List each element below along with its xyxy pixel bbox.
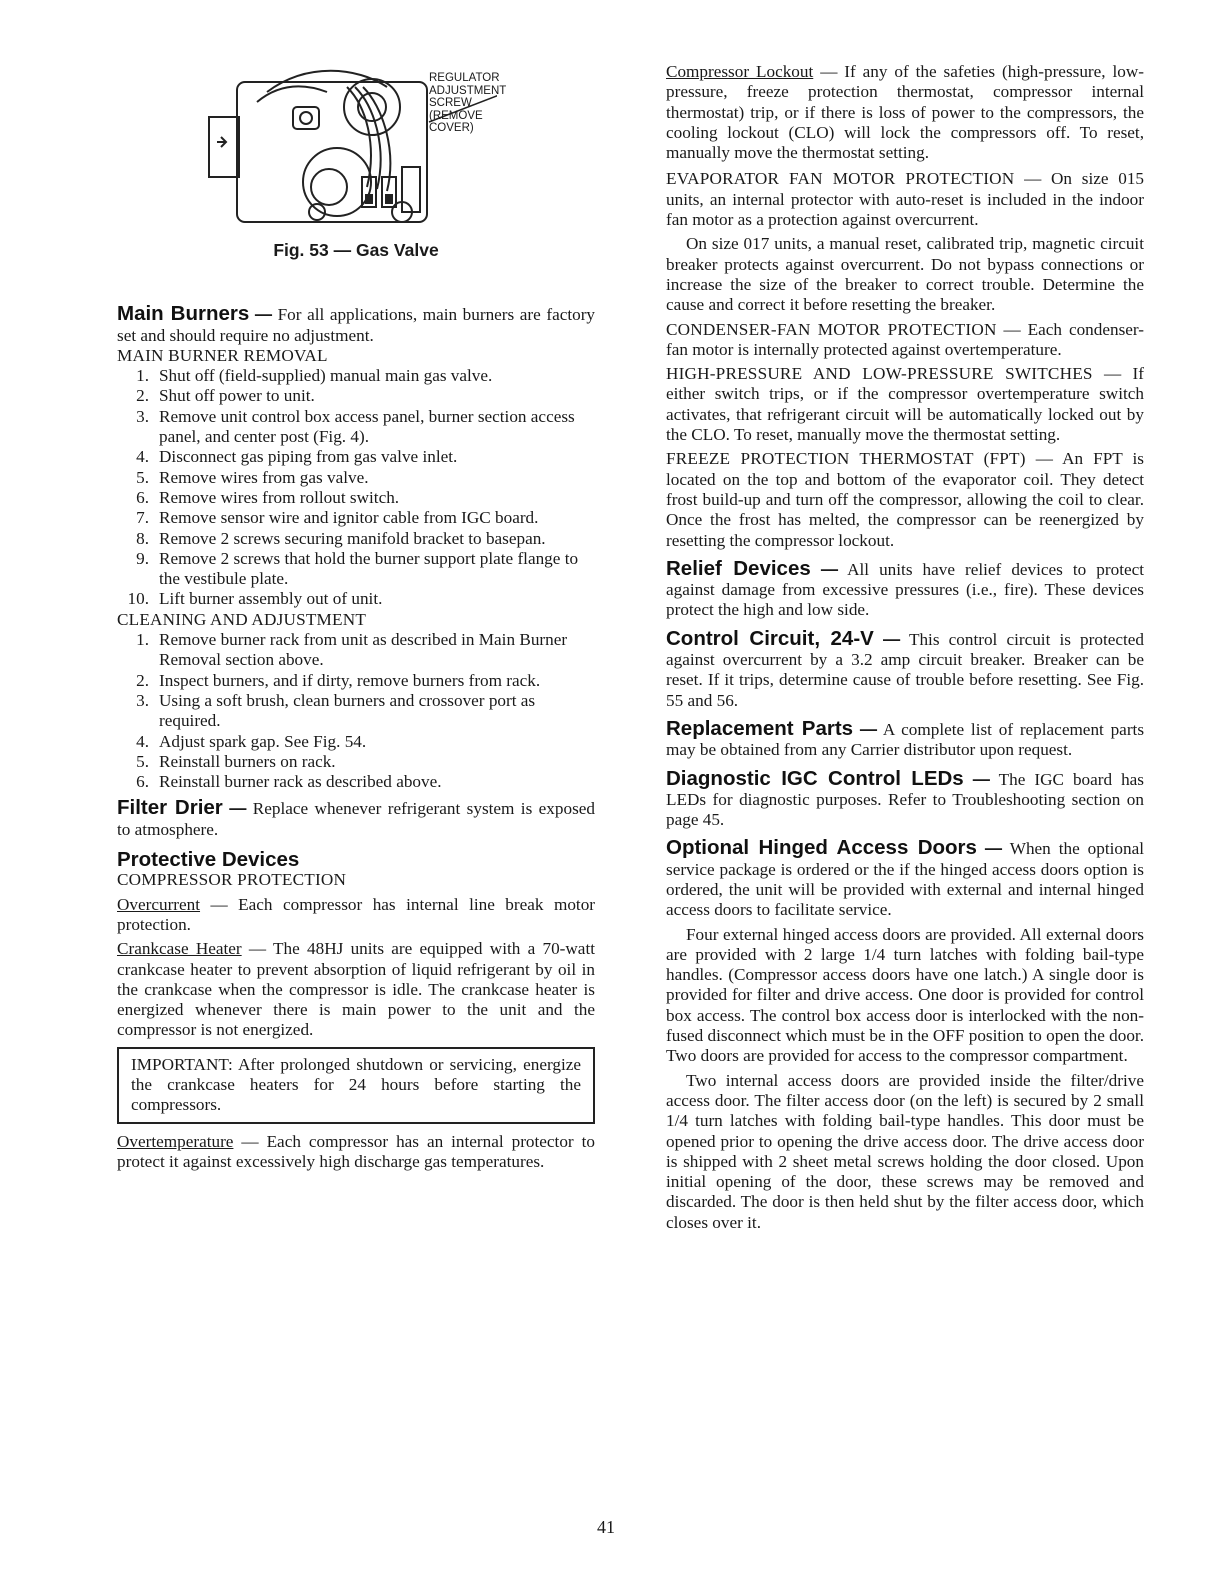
control-circuit-heading: Control Circuit, 24-V <box>666 626 874 650</box>
callout-line: REGULATOR <box>429 72 500 84</box>
replacement-parts-paragraph: Replacement Parts — A complete list of replacement parts may be obtained from any Carrier distributor upon request. <box>666 716 1145 760</box>
list-item: 1. Remove burner rack from unit as described in Main Burner Removal section above. <box>136 630 568 670</box>
list-item: 4. Adjust spark gap. See Fig. 54. <box>136 731 367 751</box>
list-item: 5. Reinstall burners on rack. <box>136 751 336 771</box>
list-item: 4. Disconnect gas piping from gas valve inlet. <box>136 447 458 467</box>
important-notice-box: IMPORTANT: After prolonged shutdown or servicing, energize the crankcase heaters for 24 hours before starting the compressors. <box>117 1047 595 1124</box>
list-item: 5. Remove wires from gas valve. <box>136 467 369 487</box>
main-burner-removal-title: MAIN BURNER REMOVAL <box>117 345 328 365</box>
evaporator-fan-paragraph: EVAPORATOR FAN MOTOR PROTECTION — On size 015 units, an internal protector with auto-reset is included in the indoor fan motor as a protection against overcurrent. <box>666 169 1145 230</box>
diagnostic-leds-heading: Diagnostic IGC Control LEDs <box>666 766 964 790</box>
left-column <box>117 62 595 1172</box>
callout-line: ADJUSTMENT <box>429 84 507 97</box>
list-item: 2. Inspect burners, and if dirty, remove burners from rack. <box>136 670 541 690</box>
main-burners-heading: Main Burners <box>117 302 250 326</box>
list-item: 1. Shut off (field-supplied) manual main gas valve. <box>136 366 493 386</box>
regulator-callout <box>429 72 506 135</box>
figure-caption: Fig. 53 — Gas Valve <box>273 240 439 260</box>
list-item: 9. Remove 2 screws that hold the burner support plate flange to the vestibule plate. <box>136 548 579 589</box>
control-circuit-paragraph: Control Circuit, 24-V — This control circuit is protected against overcurrent by a 3.2 amp circuit breaker. Breaker can be reset. If it trips, determine cause of trouble before resetting. See Fig. 55 and 56. <box>666 626 1144 710</box>
right-column <box>666 62 1144 1233</box>
replacement-parts-heading: Replacement Parts <box>666 716 854 740</box>
diagnostic-leds-paragraph: Diagnostic IGC Control LEDs — The IGC board has LEDs for diagnostic purposes. Refer to Troubleshooting section on page 45. <box>666 766 1144 830</box>
callout-line: (REMOVE <box>429 109 483 122</box>
fraction: 1/4 <box>863 944 886 964</box>
callout-line: COVER) <box>429 122 474 135</box>
pressure-switches-paragraph: HIGH-PRESSURE AND LOW-PRESSURE SWITCHES — If either switch trips, or if the compressor overtemperature switch activates, that refrigerant circuit will be automatically locked out by the CLO. To reset, manually move the thermostat setting. <box>666 364 1144 445</box>
hinged-doors-heading: Optional Hinged Access Doors <box>666 836 977 860</box>
internal-doors-paragraph: Two internal access doors are provided inside the filter/drive access door. The filter access door (on the left) is secured by 2 small 1/4 turn latches with folding bail-type handles. This door must be opened prior to opening the drive access door. The drive access door is shipped with 2 sheet metal screws holding the door closed. Upon initial opening of the door, these screws may be removed and discarded. The door is then held shut by the filter access door, which closes over it. <box>666 1070 1145 1232</box>
list-item: 6. Reinstall burner rack as described above. <box>136 772 442 792</box>
list-item: 6. Remove wires from rollout switch. <box>136 487 400 507</box>
list-item: 10. Lift burner assembly out of unit. <box>127 589 383 609</box>
main-burners-text: For all applications, main burners are factory set and should require no adjustment. <box>117 305 596 345</box>
crankcase-paragraph: Crankcase Heater — The 48HJ units are equipped with a 70-watt crankcase heater to prevent absorption of liquid refrigerant by oil in the crankcase when the compressor is idle. The crankcase heater is energized whenever there is main power to the unit and the compressor is not energized. <box>117 939 595 1040</box>
overtemperature-paragraph: Overtemperature — Each compressor has an internal protector to protect it against excessively high discharge gas temperatures. <box>117 1131 595 1171</box>
compressor-protection-title: COMPRESSOR PROTECTION <box>117 870 347 890</box>
evaporator-fan-paragraph-2: On size 017 units, a manual reset, calibrated trip, magnetic circuit breaker protects against overcurrent. Do not bypass connections or increase the size of the breaker to correct trouble. Determine the cause and correct it before resetting the breaker. <box>666 234 1144 315</box>
list-item: 2. Shut off power to unit. <box>136 386 315 406</box>
list-item: 7. Remove sensor wire and ignitor cable from IGC board. <box>136 508 539 528</box>
list-item: 3. Using a soft brush, clean burners and crossover port as required. <box>136 690 536 731</box>
external-doors-paragraph: Four external hinged access doors are provided. All external doors are provided with 2 large 1/4 turn latches with folding bail-type handles. (Compressor access doors have one latch.) A single door is provided for filter and drive access. One door is provided for control box access. The control box access door is interlocked with the non-fused disconnect which must be in the OFF position to open the door. Two doors are provided for access to the compressor compartment. <box>666 924 1144 1066</box>
protective-devices-heading: Protective Devices <box>117 848 300 872</box>
cleaning-steps-list <box>117 630 595 792</box>
fraction: 1/4 <box>666 1111 688 1131</box>
condenser-fan-paragraph: CONDENSER-FAN MOTOR PROTECTION — Each condenser-fan motor is internally protected against overtemperature. <box>666 319 1144 359</box>
relief-devices-heading: Relief Devices <box>666 556 811 580</box>
relief-devices-paragraph: Relief Devices — All units have relief devices to protect against damage from excessive pressures (i.e., fire). These devices protect the high and low side. <box>666 556 1145 620</box>
filter-drier-paragraph: Filter Drier — Replace whenever refrigerant system is exposed to atmosphere. <box>117 796 596 839</box>
overcurrent-paragraph: Overcurrent — Each compressor has internal line break motor protection. <box>117 894 596 934</box>
gas-valve-figure <box>117 62 595 240</box>
hinged-doors-paragraph: Optional Hinged Access Doors — When the optional service package is ordered or the if the hinged access doors option is ordered, the unit will be provided with external and internal hinged access doors to facilitate service. <box>666 836 1144 920</box>
freeze-protection-paragraph: FREEZE PROTECTION THERMOSTAT (FPT) — An FPT is located on the top and bottom of the evaporator coil. They detect frost build-up and turn off the compressor, allowing the coil to clear. Once the frost has melted, the compressor can be reenergized by resetting the compressor lockout. <box>666 449 1145 550</box>
cleaning-title: CLEANING AND ADJUSTMENT <box>117 609 367 629</box>
callout-line: SCREW <box>429 97 472 110</box>
compressor-lockout-paragraph: Compressor Lockout — If any of the safeties (high-pressure, low-pressure, freeze protection thermostat, compressor internal thermostat) trip, or if there is loss of power to the compressors, the cooling lockout (CLO) will lock the compressors off. To reset, manually move the thermostat setting. <box>666 62 1144 163</box>
main-burners-paragraph: Main Burners — For all applications, main burners are factory set and should require no adjustment. <box>117 302 596 345</box>
list-item: 3. Remove unit control box access panel, burner section access panel, and center post (Fig. 4). <box>136 406 575 447</box>
list-item: 8. Remove 2 screws securing manifold bracket to basepan. <box>136 528 546 548</box>
filter-drier-heading: Filter Drier <box>117 796 223 820</box>
page-number: 41 <box>597 1517 615 1537</box>
removal-steps-list <box>117 366 595 610</box>
